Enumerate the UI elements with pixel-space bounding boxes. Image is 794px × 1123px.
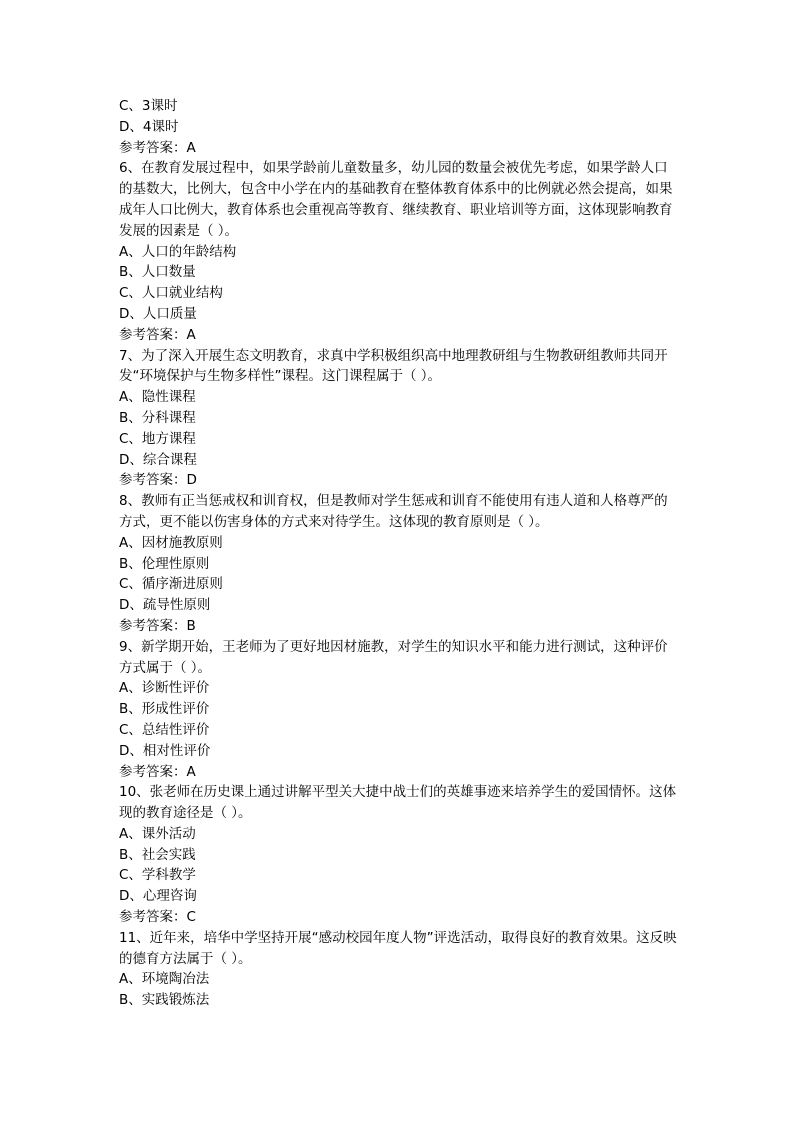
answer-option: D、相对性评价: [119, 742, 211, 759]
answer-option: D、4课时: [119, 118, 179, 135]
answer-option: A、隐性课程: [119, 389, 196, 406]
answer-option: A、因材施教原则: [119, 534, 223, 551]
answer-option: D、疏导性原则: [119, 597, 211, 614]
question-text: 7、为了深入开展生态文明教育，求真中学积极组织高中地理教研组与生物教研组教师共同开发“环境保护与生物多样性”课程。这门课程属于（ ）。: [119, 347, 668, 385]
answer-option: C、人口就业结构: [119, 285, 223, 302]
answer-option: A、诊断性评价: [119, 680, 210, 697]
answer-option: B、社会实践: [119, 846, 196, 863]
question-text: 11、近年来，培华中学坚持开展“感动校园年度人物”评选活动，取得良好的教育效果。这反映的德育方法属于（ ）。: [119, 929, 677, 967]
answer-option: B、形成性评价: [119, 701, 210, 718]
question-text: 6、在教育发展过程中，如果学龄前儿童数量多，幼儿园的数量会被优先考虑，如果学龄人口的基数大，比例大，包含中小学在内的基础教育在整体教育体系中的比例就必然会提高，如果成年人口比例大，教育体系也会重视高等教育、继续教育、职业培训等方面，这体现影响教育发展的因素是（ ）。: [119, 160, 673, 239]
question-text: 9、新学期开始，王老师为了更好地因材施教，对学生的知识水平和能力进行测试，这种评价方式属于（ ）。: [119, 638, 668, 676]
question-text: 10、张老师在历史课上通过讲解平型关大捷中战士们的英雄事迹来培养学生的爱国情怀。这体现的教育途径是（ ）。: [119, 784, 677, 822]
answer-option: C、循序渐进原则: [119, 576, 223, 593]
answer-option: B、分科课程: [119, 409, 196, 426]
answer-option: A、人口的年龄结构: [119, 243, 237, 260]
answer-option: D、人口质量: [119, 305, 197, 322]
reference-answer: 参考答案：D: [119, 472, 197, 489]
question-text: 8、教师有正当惩戒权和训育权，但是教师对学生惩戒和训育不能使用有违人道和人格尊严的方式，更不能以伤害身体的方式来对待学生。这体现的教育原则是（ ）。: [119, 493, 668, 530]
reference-answer: 参考答案：A: [119, 763, 196, 780]
answer-option: C、3课时: [119, 98, 178, 114]
reference-answer: 参考答案：B: [119, 617, 196, 634]
answer-option: C、地方课程: [119, 430, 196, 447]
answer-option: D、心理咨询: [119, 888, 197, 905]
reference-answer: 参考答案：A: [119, 139, 196, 156]
answer-option: C、学科教学: [119, 867, 196, 884]
reference-answer: 参考答案：C: [119, 909, 196, 926]
answer-option: B、实践锻炼法: [119, 992, 210, 1009]
answer-option: A、课外活动: [119, 825, 196, 842]
reference-answer: 参考答案：A: [119, 326, 196, 343]
exam-text-body: [119, 96, 679, 1011]
answer-option: D、综合课程: [119, 451, 197, 468]
answer-option: B、伦理性原则: [119, 555, 210, 572]
answer-option: A、环境陶冶法: [119, 971, 210, 988]
answer-option: B、人口数量: [119, 264, 196, 281]
answer-option: C、总结性评价: [119, 721, 210, 738]
